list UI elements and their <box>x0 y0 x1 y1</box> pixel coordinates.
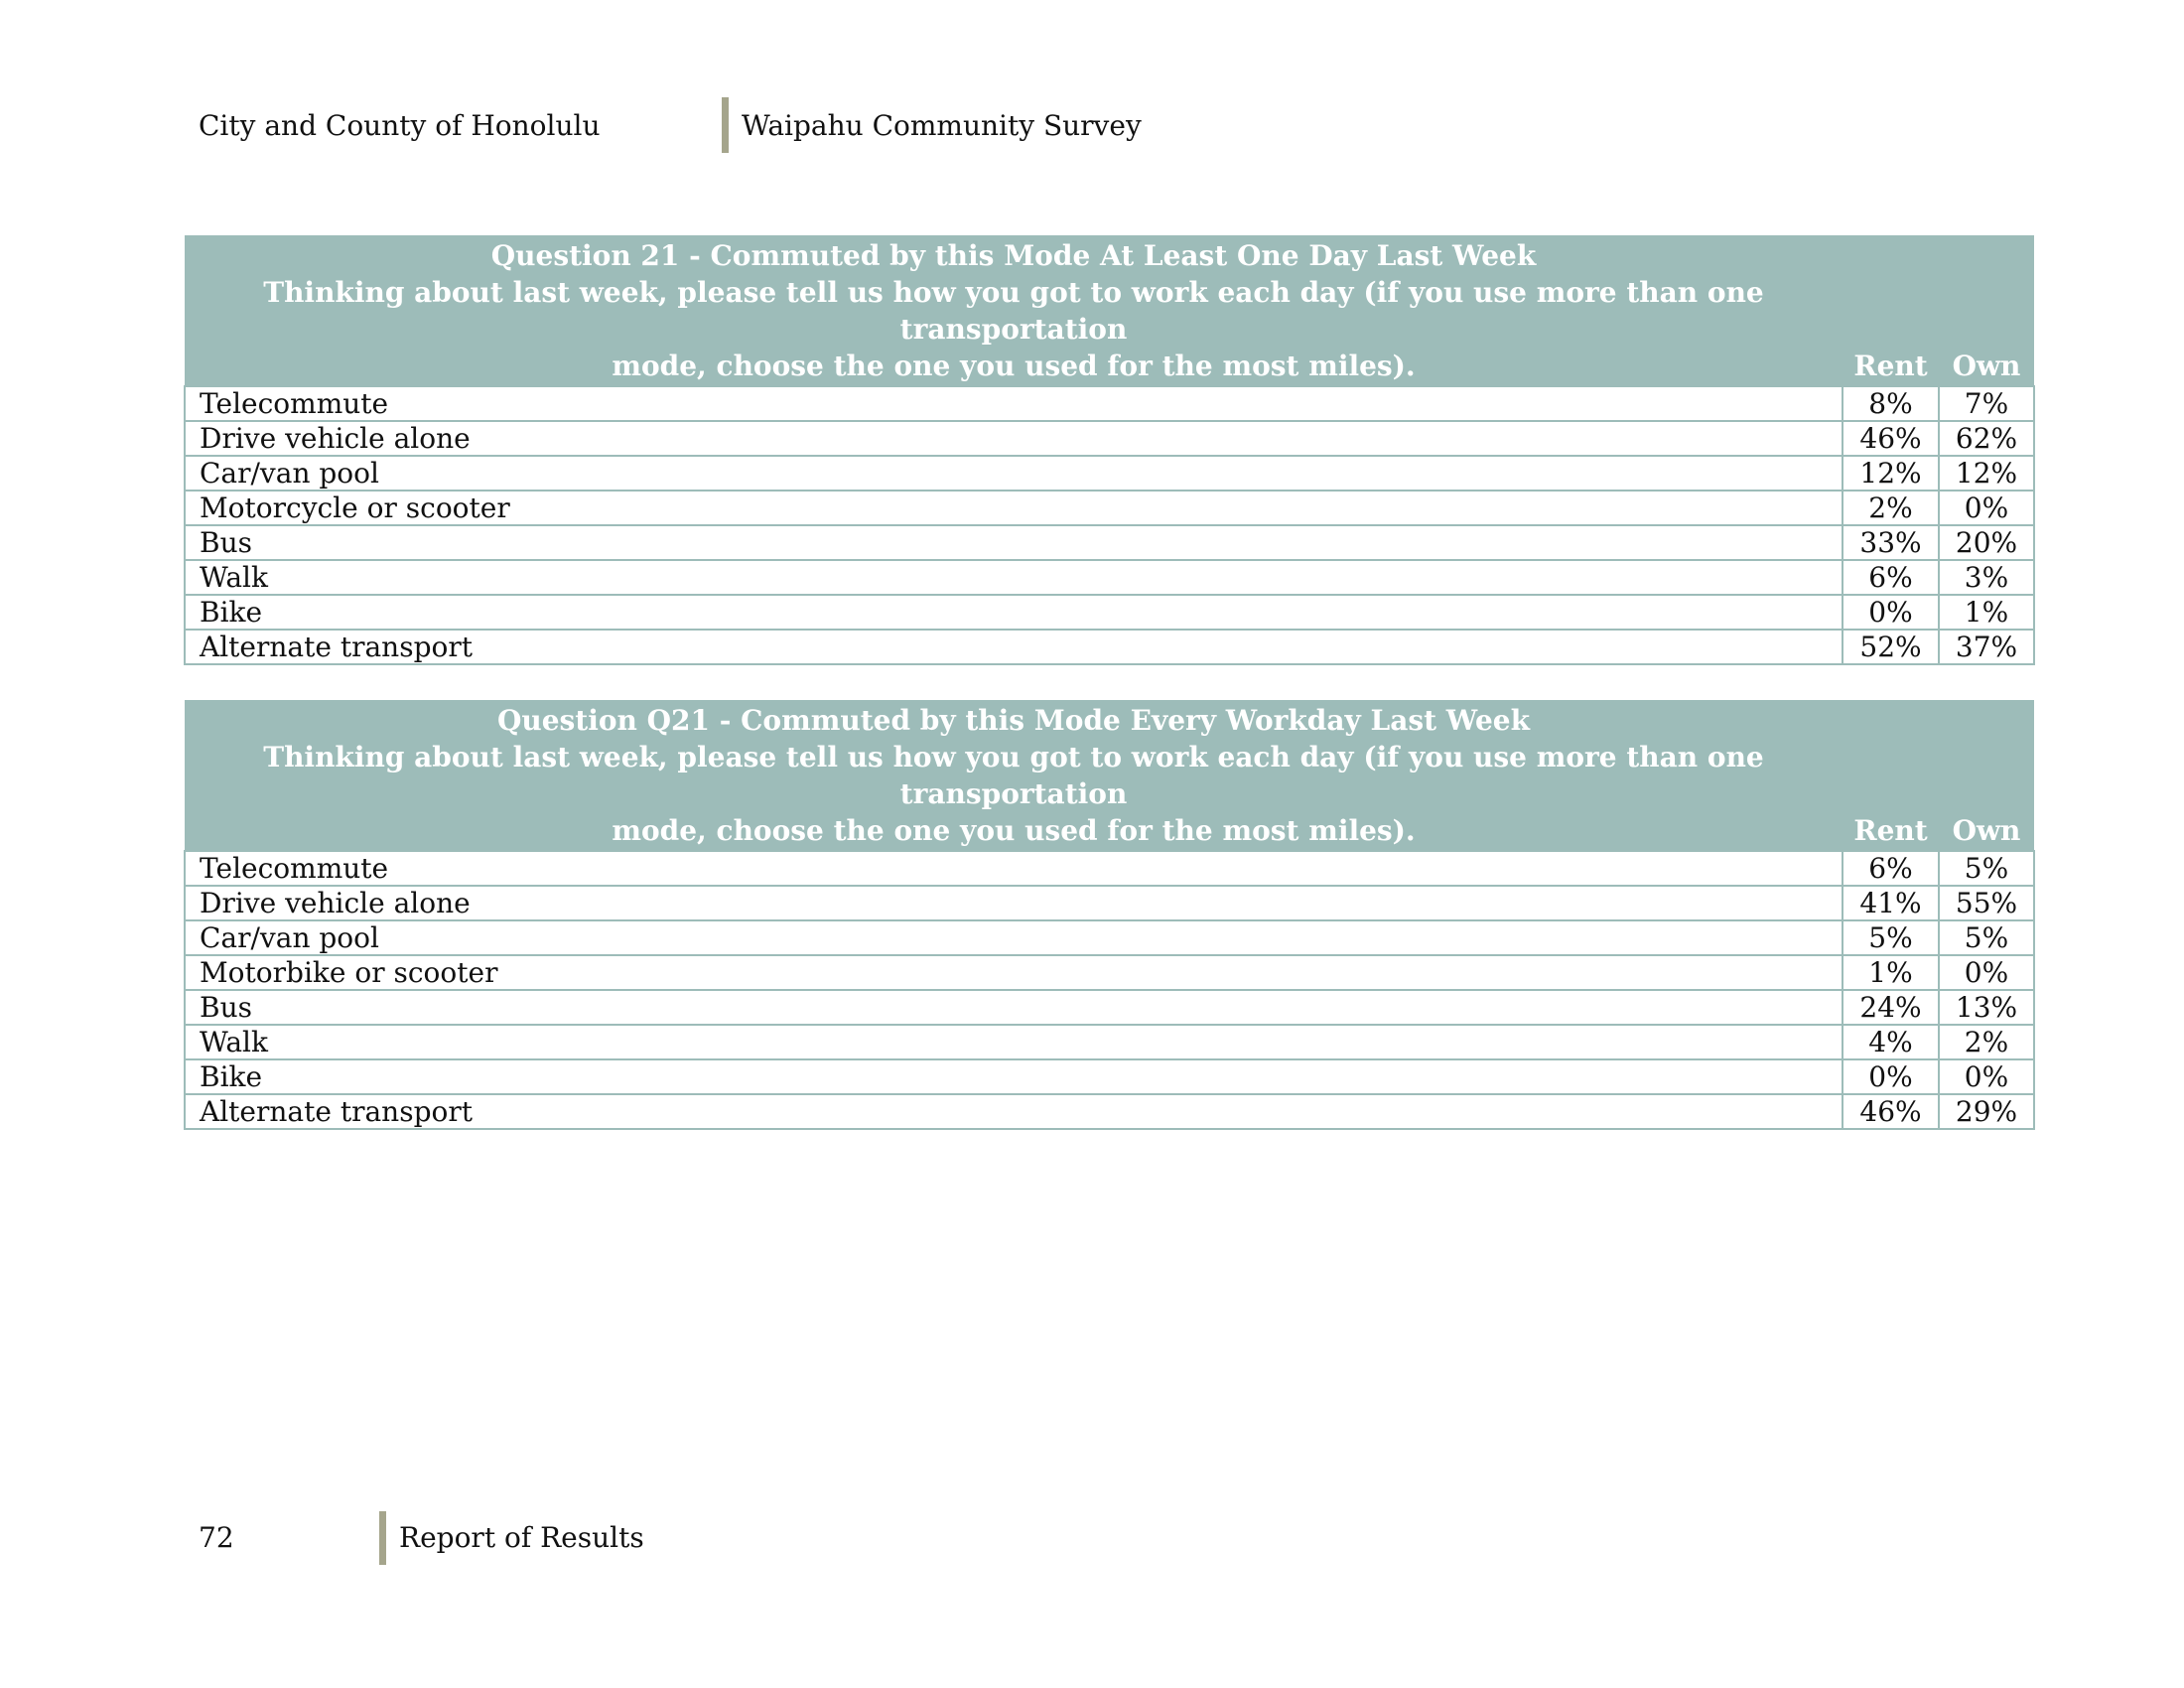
rent-value: 5% <box>1843 920 1939 955</box>
table-row <box>185 1025 2034 1059</box>
row-label: Bus <box>185 525 1843 560</box>
own-value: 13% <box>1939 990 2034 1025</box>
column-header-own: Own <box>1939 235 2034 386</box>
rent-value: 0% <box>1843 595 1939 630</box>
own-value: 62% <box>1939 421 2034 456</box>
own-value: 0% <box>1939 955 2034 990</box>
row-label: Alternate transport <box>185 1094 1843 1129</box>
header-document-title: Waipahu Community Survey <box>742 109 1142 142</box>
table-question-text-continued: mode, choose the one you used for the most miles). <box>612 814 1416 847</box>
row-label: Motorcycle or scooter <box>185 491 1843 525</box>
table-title-cell <box>185 700 1843 851</box>
rent-value: 41% <box>1843 886 1939 920</box>
row-label: Walk <box>185 1025 1843 1059</box>
table-row <box>185 595 2034 630</box>
rent-value: 46% <box>1843 421 1939 456</box>
table-title: Question Q21 - Commuted by this Mode Every Workday Last Week <box>496 704 1531 737</box>
row-label: Car/van pool <box>185 456 1843 491</box>
rent-value: 0% <box>1843 1059 1939 1094</box>
footer-title: Report of Results <box>399 1521 644 1554</box>
row-label: Drive vehicle alone <box>185 421 1843 456</box>
row-label: Walk <box>185 560 1843 595</box>
table-row <box>185 456 2034 491</box>
table-row <box>185 920 2034 955</box>
own-value: 20% <box>1939 525 2034 560</box>
rent-value: 12% <box>1843 456 1939 491</box>
table-row <box>185 491 2034 525</box>
table-question-text: Thinking about last week, please tell us how you got to work each day (if you use more than one transportation <box>263 741 1764 810</box>
table-title: Question 21 - Commuted by this Mode At Least One Day Last Week <box>490 239 1537 272</box>
row-label: Bike <box>185 595 1843 630</box>
rent-value: 52% <box>1843 630 1939 664</box>
row-label: Motorbike or scooter <box>185 955 1843 990</box>
table-row <box>185 1094 2034 1129</box>
table-row <box>185 630 2034 664</box>
page-number: 72 <box>199 1521 234 1554</box>
own-value: 29% <box>1939 1094 2034 1129</box>
page-header <box>199 97 1390 153</box>
row-label: Telecommute <box>185 386 1843 421</box>
row-label: Bus <box>185 990 1843 1025</box>
own-value: 1% <box>1939 595 2034 630</box>
table-row <box>185 560 2034 595</box>
rent-value: 6% <box>1843 560 1939 595</box>
rent-value: 2% <box>1843 491 1939 525</box>
own-value: 0% <box>1939 1059 2034 1094</box>
column-header-rent: Rent <box>1843 700 1939 851</box>
row-label: Telecommute <box>185 851 1843 886</box>
own-value: 5% <box>1939 920 2034 955</box>
table-row <box>185 886 2034 920</box>
rent-value: 46% <box>1843 1094 1939 1129</box>
header-organization: City and County of Honolulu <box>199 109 601 142</box>
table-question-text: Thinking about last week, please tell us how you got to work each day (if you use more than one transportation <box>263 276 1764 346</box>
row-label: Drive vehicle alone <box>185 886 1843 920</box>
page-footer <box>199 1511 695 1565</box>
row-label: Car/van pool <box>185 920 1843 955</box>
table-row <box>185 990 2034 1025</box>
own-value: 37% <box>1939 630 2034 664</box>
own-value: 0% <box>1939 491 2034 525</box>
table-row <box>185 851 2034 886</box>
row-label: Bike <box>185 1059 1843 1094</box>
table-question-text-continued: mode, choose the one you used for the most miles). <box>612 350 1416 382</box>
table-header-row <box>185 235 2034 386</box>
table-row <box>185 386 2034 421</box>
table-row <box>185 421 2034 456</box>
rent-value: 4% <box>1843 1025 1939 1059</box>
column-header-rent: Rent <box>1843 235 1939 386</box>
rent-value: 33% <box>1843 525 1939 560</box>
footer-divider <box>379 1511 386 1565</box>
own-value: 5% <box>1939 851 2034 886</box>
rent-value: 8% <box>1843 386 1939 421</box>
rent-value: 6% <box>1843 851 1939 886</box>
column-header-own: Own <box>1939 700 2034 851</box>
rent-value: 24% <box>1843 990 1939 1025</box>
own-value: 2% <box>1939 1025 2034 1059</box>
own-value: 3% <box>1939 560 2034 595</box>
table-header-row <box>185 700 2034 851</box>
own-value: 55% <box>1939 886 2034 920</box>
table-row <box>185 955 2034 990</box>
table-title-cell <box>185 235 1843 386</box>
table-row <box>185 525 2034 560</box>
table-body <box>185 851 2034 1129</box>
own-value: 12% <box>1939 456 2034 491</box>
survey-table-every-workday <box>184 700 2035 1130</box>
rent-value: 1% <box>1843 955 1939 990</box>
table-row <box>185 1059 2034 1094</box>
row-label: Alternate transport <box>185 630 1843 664</box>
header-divider <box>722 97 729 153</box>
table-body <box>185 386 2034 664</box>
own-value: 7% <box>1939 386 2034 421</box>
survey-table-at-least-one-day <box>184 235 2035 665</box>
